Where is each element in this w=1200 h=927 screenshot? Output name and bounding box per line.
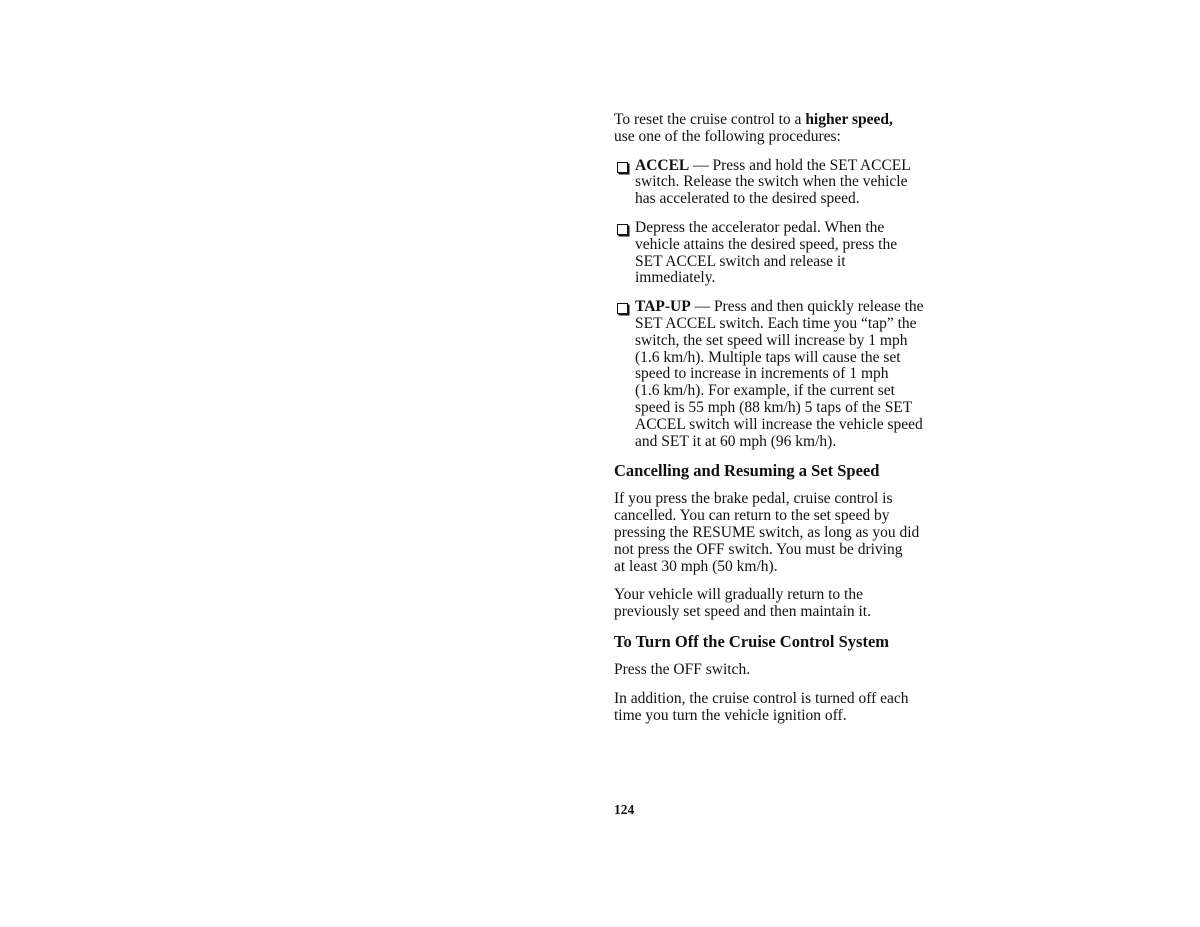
paragraph-line: Press the OFF switch. <box>614 660 751 678</box>
checkbox-icon <box>617 303 628 314</box>
bullet-line: speed to increase in increments of 1 mph <box>635 365 889 383</box>
bullet-first-line <box>614 220 964 237</box>
paragraph-line: not press the OFF switch. You must be driving <box>614 540 903 558</box>
intro-text: To reset the cruise control to a <box>614 111 806 128</box>
bullet-accel <box>614 158 964 208</box>
bullet-first-text: — Press and hold the SET ACCEL <box>689 156 911 174</box>
bullet-first-text: Depress the accelerator pedal. When the <box>635 218 885 236</box>
bullet-lead: TAP-UP <box>635 298 691 316</box>
section-heading-turn-off: To Turn Off the Cruise Control System <box>614 631 890 651</box>
bullet-line: SET ACCEL switch. Each time you “tap” the <box>635 314 917 332</box>
checkbox-icon <box>617 162 628 173</box>
bullet-line: (1.6 km/h). Multiple taps will cause the set <box>635 348 901 366</box>
paragraph-line: If you press the brake pedal, cruise control is <box>614 490 893 508</box>
paragraph-line: Your vehicle will gradually return to the <box>614 586 863 604</box>
bullet-accelerator-pedal <box>614 220 964 287</box>
bullet-lead: ACCEL <box>635 156 690 174</box>
bullet-line: switch. Release the switch when the vehicle <box>635 173 908 191</box>
bullet-first-line <box>614 299 964 316</box>
paragraph-line: at least 30 mph (50 km/h). <box>614 557 778 575</box>
paragraph-line: pressing the RESUME switch, as long as you did <box>614 523 920 541</box>
bullet-line: has accelerated to the desired speed. <box>635 190 860 208</box>
paragraph-line: time you turn the vehicle ignition off. <box>614 706 847 724</box>
bullet-line: (1.6 km/h). For example, if the current set <box>635 382 895 400</box>
bullet-line: immediately. <box>635 269 716 287</box>
intro-line-2: use one of the following procedures: <box>614 127 841 145</box>
bullet-line: vehicle attains the desired speed, press the <box>635 235 898 253</box>
bullet-line: ACCEL switch will increase the vehicle speed <box>635 415 923 433</box>
cancel-paragraph-2 <box>614 587 964 621</box>
text-column <box>614 112 964 736</box>
paragraph-line: cancelled. You can return to the set speed by <box>614 507 890 525</box>
intro-emphasis: higher speed, <box>805 111 893 128</box>
section-heading-cancel: Cancelling and Resuming a Set Speed <box>614 461 880 481</box>
cancel-paragraph-1 <box>614 491 964 575</box>
bullet-line: switch, the set speed will increase by 1 mph <box>635 331 908 349</box>
page-number: 124 <box>614 802 635 817</box>
paragraph-line: previously set speed and then maintain it. <box>614 603 871 621</box>
bullet-line: speed is 55 mph (88 km/h) 5 taps of the SET <box>635 398 913 416</box>
bullet-first-text: — Press and then quickly release the <box>690 298 924 316</box>
bullet-first-line <box>614 158 964 175</box>
intro-paragraph <box>614 112 964 146</box>
checkbox-icon <box>617 224 628 235</box>
paragraph-line: In addition, the cruise control is turned off each <box>614 689 909 707</box>
intro-line-1 <box>614 112 964 129</box>
off-paragraph-1 <box>614 662 964 679</box>
bullet-tap-up <box>614 299 964 450</box>
off-paragraph-2 <box>614 691 964 725</box>
bullet-line: and SET it at 60 mph (96 km/h). <box>635 432 837 450</box>
bullet-line: SET ACCEL switch and release it <box>635 252 846 270</box>
